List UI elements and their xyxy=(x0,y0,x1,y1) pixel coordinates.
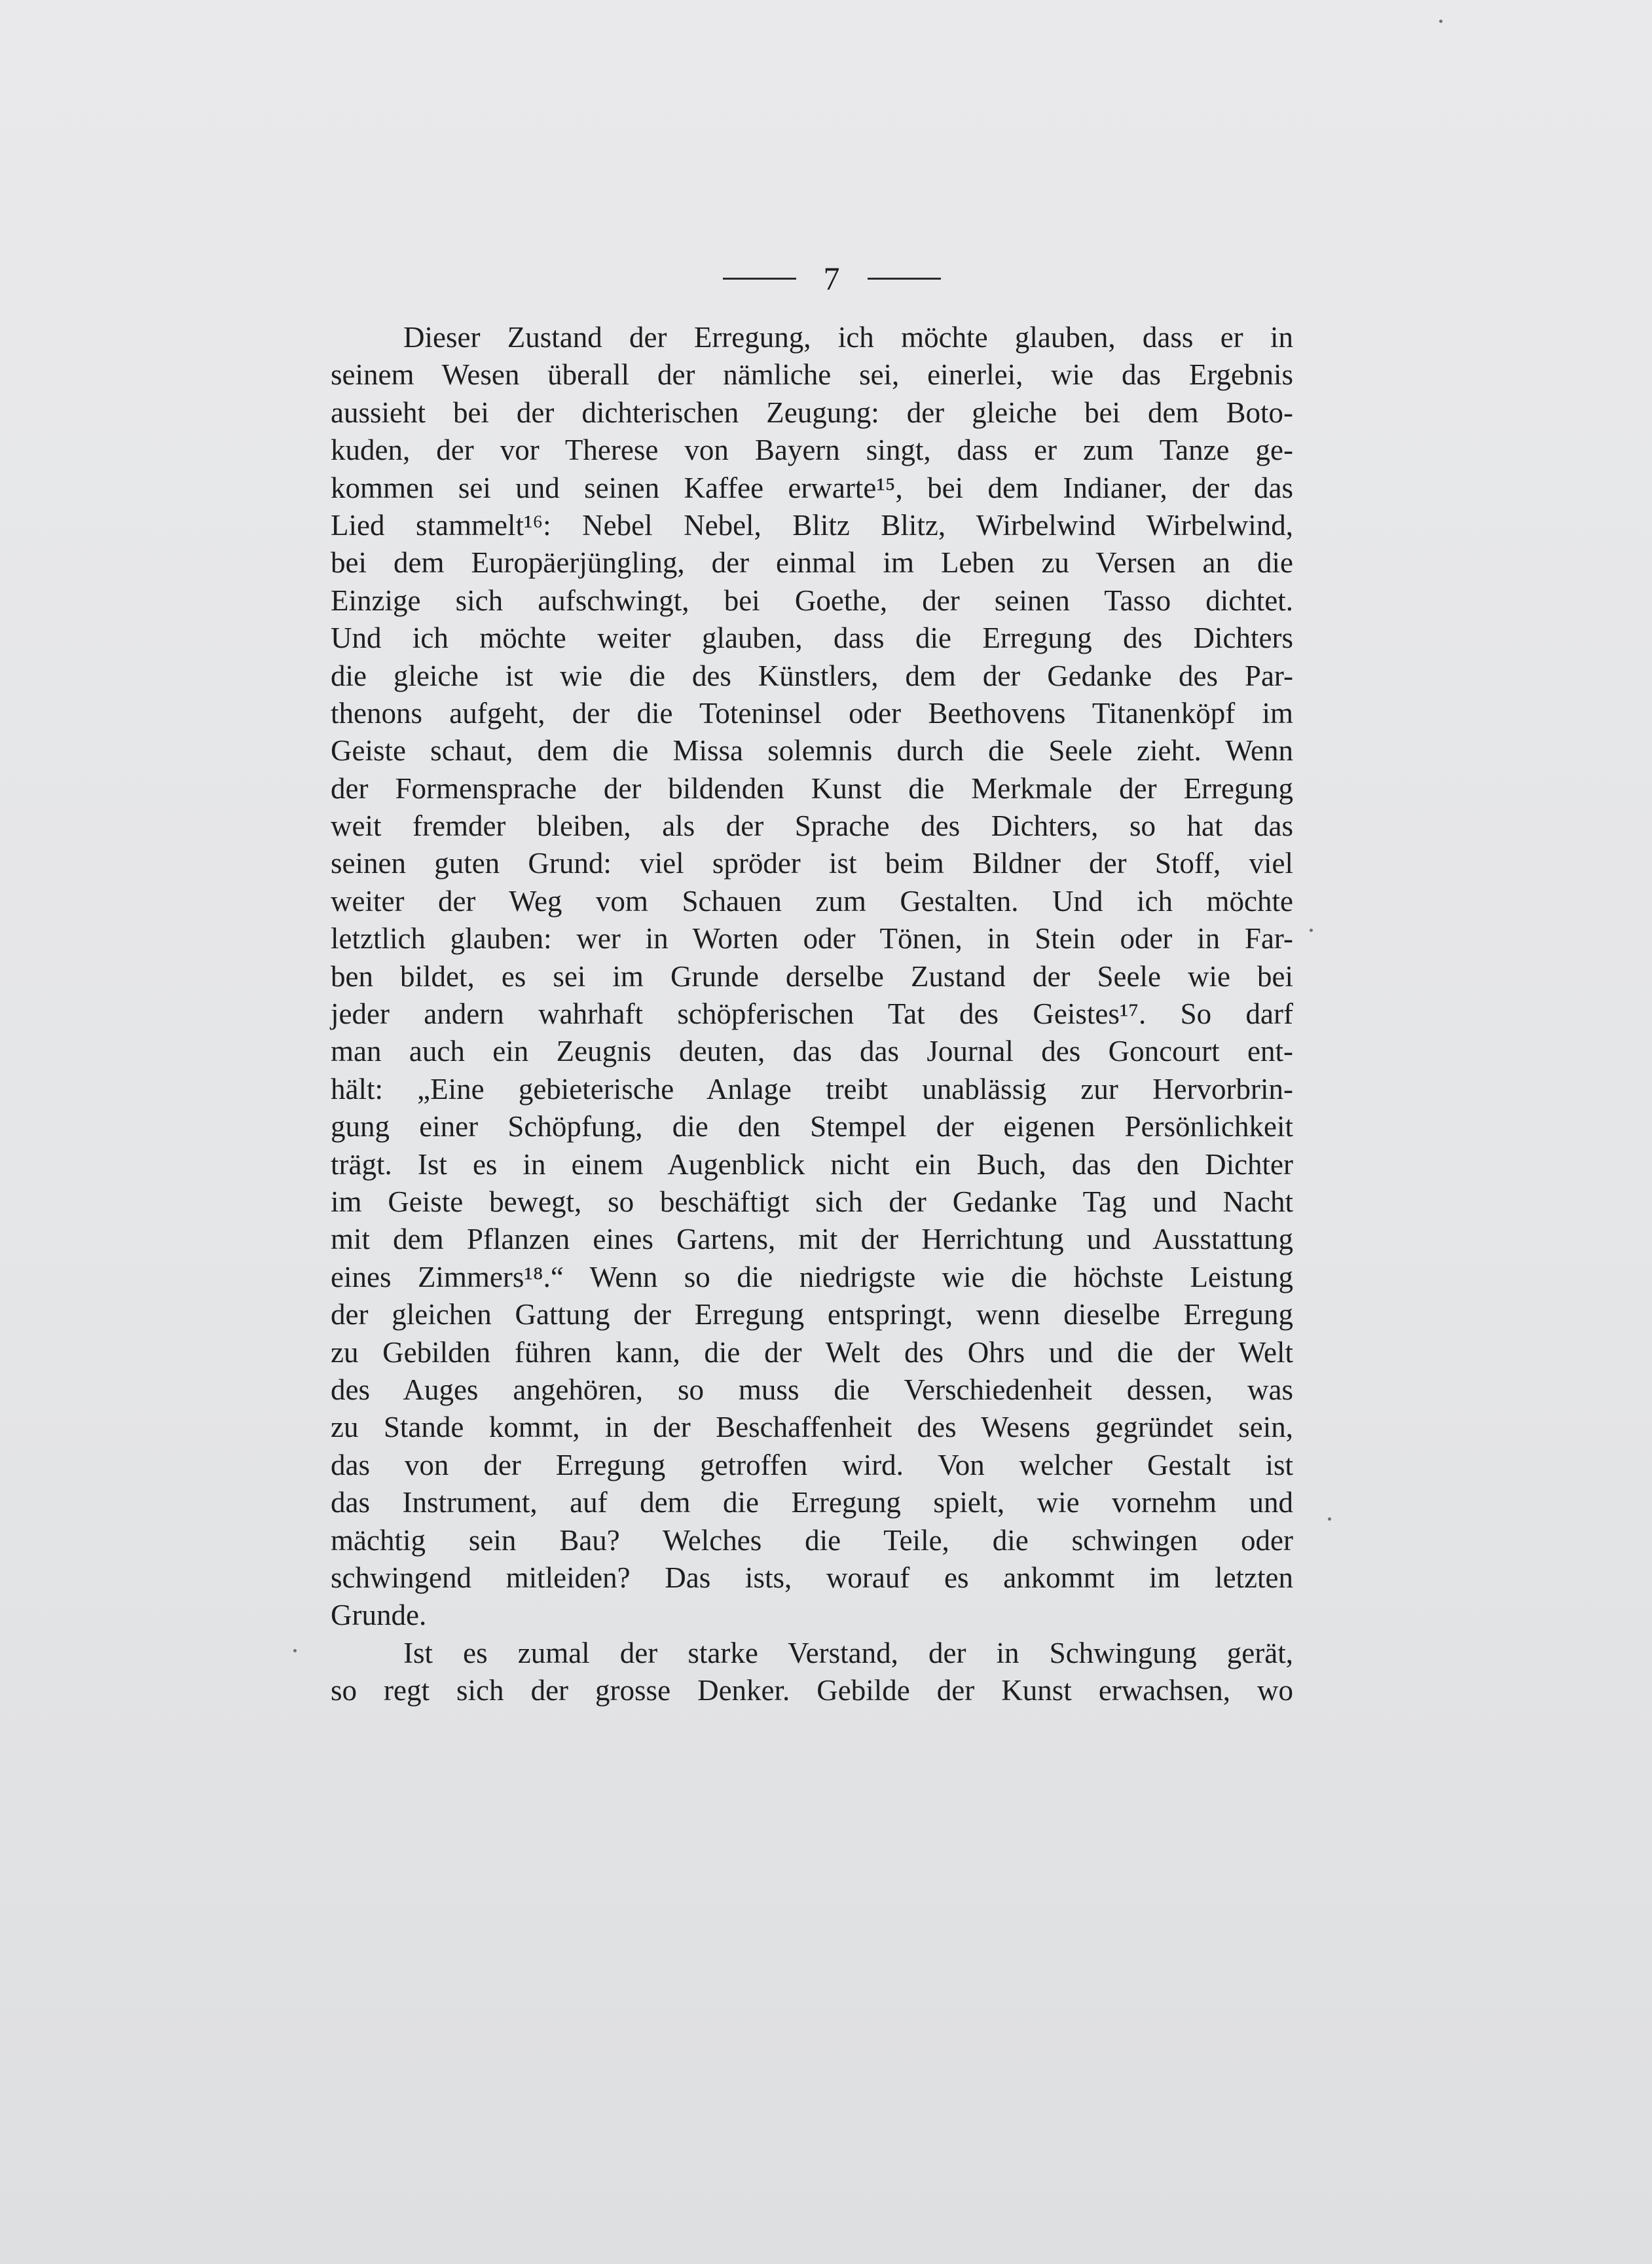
text-line: Grunde. xyxy=(331,1599,427,1632)
text-line: jeder andern wahrhaft schöpferischen Tat des Geistes¹⁷. So darf xyxy=(331,997,1293,1031)
text-line: mächtig sein Bau? Welches die Teile, die schwingen oder xyxy=(331,1523,1293,1557)
text-line: hält: „Eine gebieterische Anlage treibt unablässig zur Hervorbrin- xyxy=(331,1072,1293,1105)
text-line: zu Gebilden führen kann, die der Welt des Ohrs und die der Welt xyxy=(331,1335,1293,1369)
text-line: schwingend mitleiden? Das ists, worauf es ankommt im letzten xyxy=(331,1561,1293,1594)
text-line: das von der Erregung getroffen wird. Von welcher Gestalt ist xyxy=(331,1448,1293,1481)
text-line: bei dem Europäerjüngling, der einmal im Leben zu Versen an die xyxy=(331,546,1293,580)
text-line: weiter der Weg vom Schauen zum Gestalten. Und ich möchte xyxy=(331,884,1293,918)
body-text xyxy=(331,319,1293,1709)
text-line: man auch ein Zeugnis deuten, das das Journal des Goncourt ent- xyxy=(331,1035,1293,1068)
text-line: thenons aufgeht, der die Toteninsel oder Beethovens Titanenköpf im xyxy=(331,696,1293,730)
text-line: so regt sich der grosse Denker. Gebilde der Kunst erwachsen, wo xyxy=(331,1674,1293,1707)
page-number: 7 xyxy=(823,260,840,297)
text-line: des Auges angehören, so muss die Verschiedenheit dessen, was xyxy=(331,1373,1293,1406)
text-line: aussieht bei der dichterischen Zeugung: der gleiche bei dem Boto- xyxy=(331,396,1293,429)
text-line: Lied stammelt¹⁶: Nebel Nebel, Blitz Blitz, Wirbelwind Wirbelwind, xyxy=(331,508,1293,542)
paper-speck xyxy=(1328,1517,1331,1521)
text-line: das Instrument, auf dem die Erregung spielt, wie vornehm und xyxy=(331,1486,1293,1519)
text-line: seinem Wesen überall der nämliche sei, einerlei, wie das Ergebnis xyxy=(331,358,1293,392)
paper-speck xyxy=(293,1649,297,1652)
page-header xyxy=(694,252,969,305)
text-line: zu Stande kommt, in der Beschaffenheit des Wesens gegründet sein, xyxy=(331,1411,1293,1444)
header-rule-right xyxy=(868,278,941,280)
text-line: der gleichen Gattung der Erregung entspringt, wenn dieselbe Erregung xyxy=(331,1298,1293,1331)
text-line: trägt. Ist es in einem Augenblick nicht ein Buch, das den Dichter xyxy=(331,1147,1293,1181)
text-line: letztlich glauben: wer in Worten oder Tönen, in Stein oder in Far- xyxy=(331,922,1293,956)
text-line: weit fremder bleiben, als der Sprache des Dichters, so hat das xyxy=(331,809,1293,843)
text-line: der Formensprache der bildenden Kunst die Merkmale der Erregung xyxy=(331,771,1293,805)
text-line: Geiste schaut, dem die Missa solemnis durch die Seele zieht. Wenn xyxy=(331,734,1293,768)
text-line: die gleiche ist wie die des Künstlers, dem der Gedanke des Par- xyxy=(331,659,1293,692)
text-line: kuden, der vor Therese von Bayern singt, dass er zum Tanze ge- xyxy=(331,434,1293,467)
text-line: ben bildet, es sei im Grunde derselbe Zustand der Seele wie bei xyxy=(331,959,1293,993)
text-line: kommen sei und seinen Kaffee erwarte¹⁵, bei dem Indianer, der das xyxy=(331,471,1293,504)
text-line: Und ich möchte weiter glauben, dass die Erregung des Dichters xyxy=(331,622,1293,655)
text-line: eines Zimmers¹⁸.“ Wenn so die niedrigste wie die höchste Leistung xyxy=(331,1260,1293,1293)
text-line: seinen guten Grund: viel spröder ist beim Bildner der Stoff, viel xyxy=(331,847,1293,880)
text-line: gung einer Schöpfung, die den Stempel der eigenen Persönlichkeit xyxy=(331,1110,1293,1143)
paper-speck xyxy=(1439,20,1442,23)
text-line: Dieser Zustand der Erregung, ich möchte glauben, dass er in xyxy=(403,321,1293,354)
text-line: Einzige sich aufschwingt, bei Goethe, der seinen Tasso dichtet. xyxy=(331,584,1293,617)
paper-speck xyxy=(1310,929,1313,932)
header-rule-left xyxy=(723,278,796,280)
text-line: im Geiste bewegt, so beschäftigt sich der Gedanke Tag und Nacht xyxy=(331,1185,1293,1218)
text-line: mit dem Pflanzen eines Gartens, mit der Herrichtung und Ausstattung xyxy=(331,1223,1293,1256)
text-line: Ist es zumal der starke Verstand, der in Schwingung gerät, xyxy=(403,1636,1293,1669)
